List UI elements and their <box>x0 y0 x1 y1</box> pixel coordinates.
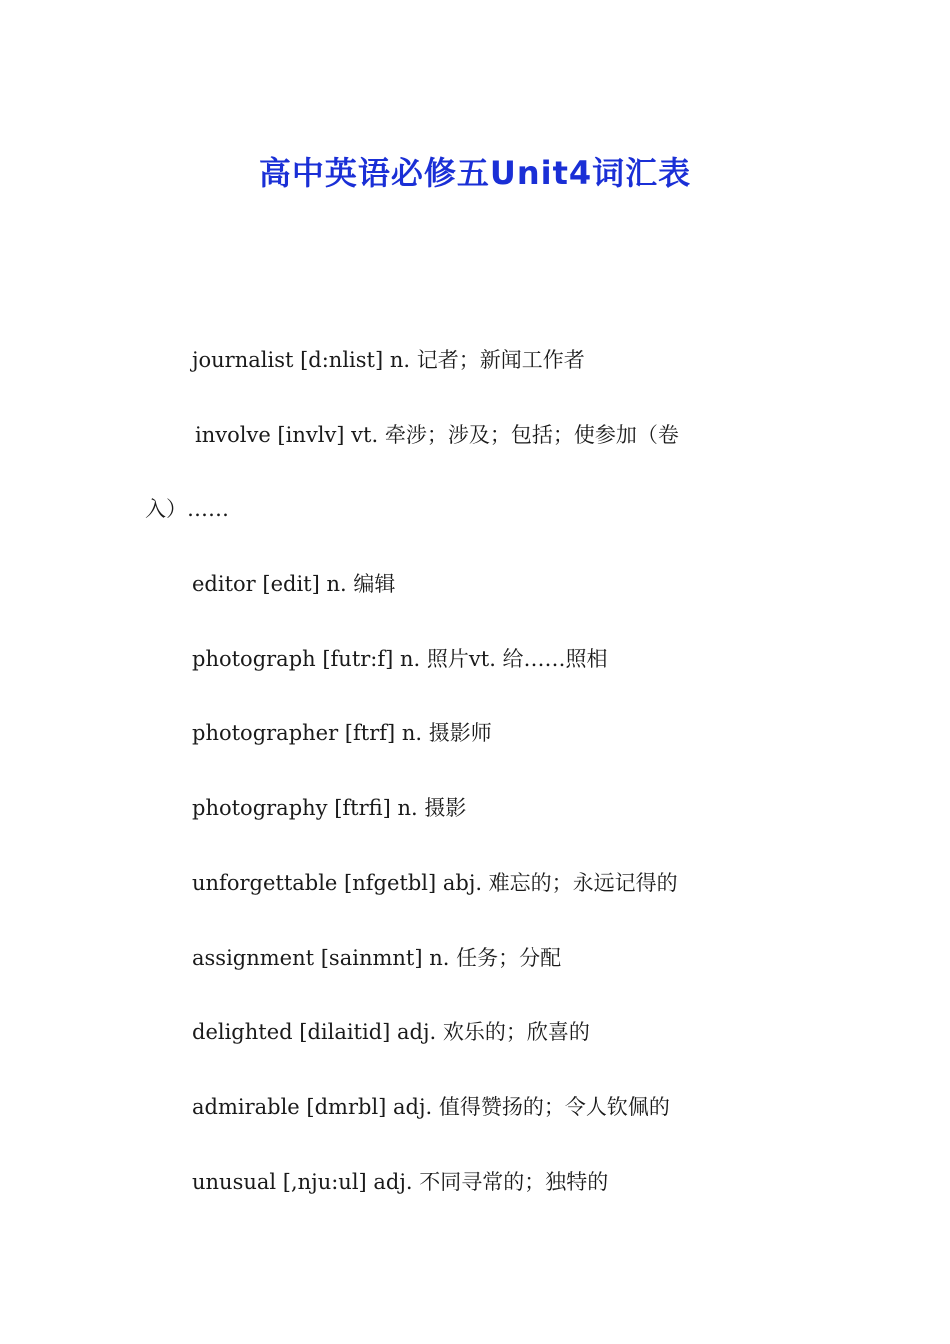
list-item <box>145 1010 815 1054</box>
list-item <box>145 562 815 606</box>
entry-text: admirable [dmrbl] adj. 值得赞扬的；令人钦佩的 <box>192 1094 670 1119</box>
page-title: 高中英语必修五Unit4词汇表 <box>258 154 692 193</box>
entry-text: unusual [,nju:ul] adj. 不同寻常的；独特的 <box>192 1169 609 1194</box>
entry-text: journalist [d:nlist] n. 记者；新闻工作者 <box>192 348 585 372</box>
entry-text: photography [ftrfi] n. 摄影 <box>192 796 467 821</box>
list-item <box>145 861 815 905</box>
entry-text: editor [edit] n. 编辑 <box>192 572 396 597</box>
list-item <box>145 1085 815 1129</box>
entry-text: photographer [ftrf] n. 摄影师 <box>192 721 492 746</box>
list-item <box>145 936 815 980</box>
vocabulary-list <box>145 338 815 1234</box>
entry-text: involve [invlv] vt. 牵涉；涉及；包括；使参加（卷 <box>195 422 679 447</box>
list-item <box>145 786 815 830</box>
list-item <box>145 711 815 755</box>
entry-text: delighted [dilaitid] adj. 欢乐的；欣喜的 <box>192 1020 590 1045</box>
entry-text: assignment [sainmnt] n. 任务；分配 <box>192 945 562 970</box>
entry-text: photograph [futr:f] n. 照片vt. 给……照相 <box>192 646 608 671</box>
entry-text: unforgettable [nfgetbl] abj. 难忘的；永远记得的 <box>192 870 678 895</box>
entry-continuation: 入）…… <box>145 497 229 522</box>
list-item <box>145 413 815 532</box>
list-item <box>145 1160 815 1204</box>
list-item <box>145 338 815 382</box>
list-item <box>145 637 815 681</box>
